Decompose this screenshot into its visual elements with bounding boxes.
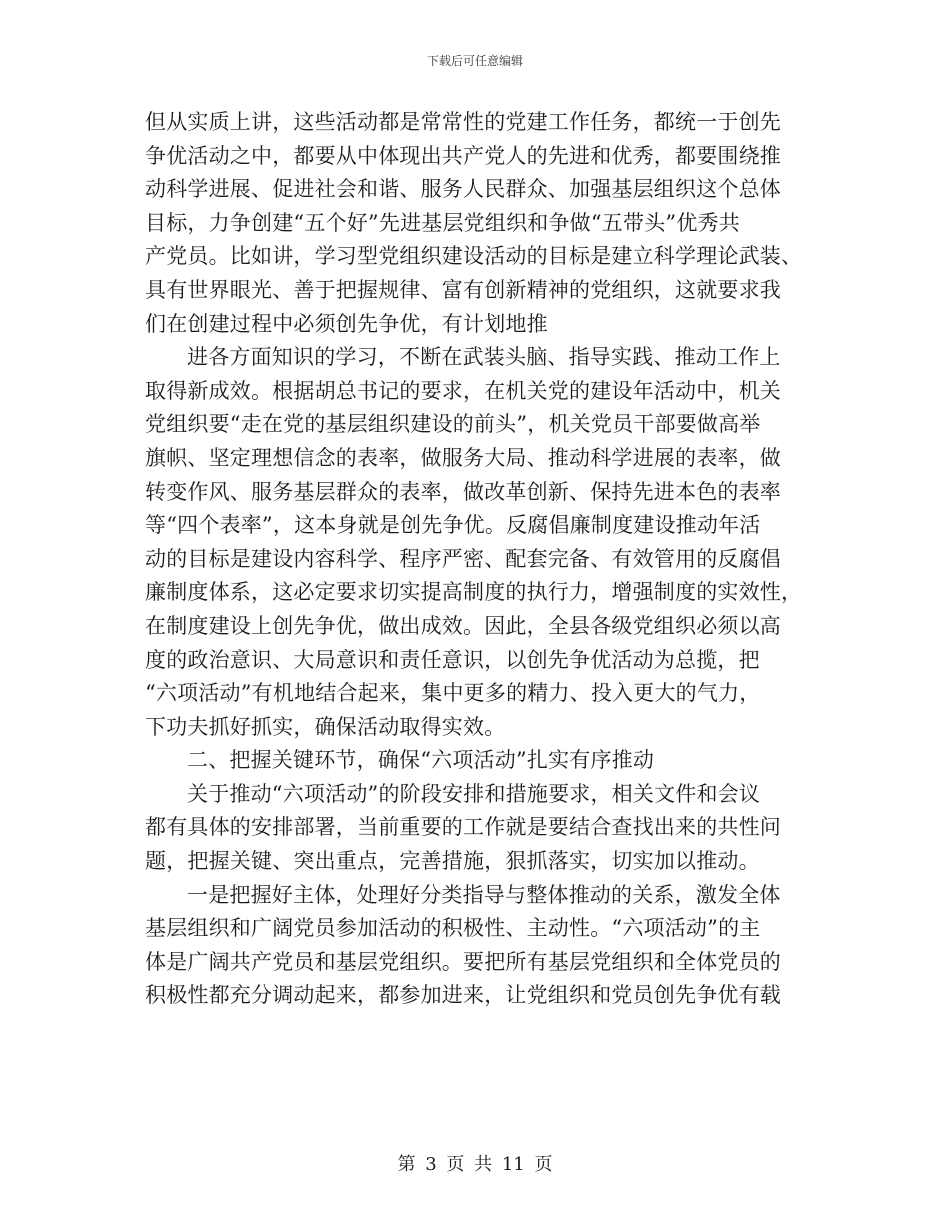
text-line: 产党员。比如讲，学习型党组织建设活动的目标是建立科学理论武装、 xyxy=(145,244,803,269)
text-line: 度的政治意识、大局意识和责任意识，以创先争优活动为总揽，把 xyxy=(145,647,760,672)
text-line: 都有具体的安排部署，当前重要的工作就是要结合查找出来的共性问 xyxy=(145,815,781,840)
page-footer: 第 3 页 共 11 页 xyxy=(397,1154,553,1175)
text-line: 一是把握好主体，处理好分类指导与整体推动的关系，激发全体 xyxy=(187,882,781,907)
text-line: 廉制度体系，这必定要求切实提高制度的执行力，增强制度的实效性， xyxy=(145,580,803,605)
text-line: 进各方面知识的学习，不断在武装头脑、指导实践、推动工作上 xyxy=(187,345,781,370)
text-line: 争优活动之中，都要从中体现出共产党人的先进和优秀，都要围绕推 xyxy=(145,143,781,168)
text-line: 取得新成效。根据胡总书记的要求，在机关党的建设年活动中，机关 xyxy=(145,378,781,403)
text-line: 下功夫抓好抓实，确保活动取得实效。 xyxy=(145,714,506,739)
text-line: 在制度建设上创先争优，做出成效。因此，全县各级党组织必须以高 xyxy=(145,613,781,638)
text-line: 党组织要“走在党的基层组织建设的前头”，机关党员干部要做高举 xyxy=(145,412,761,437)
text-line: 具有世界眼光、善于把握规律、富有创新精神的党组织，这就要求我 xyxy=(145,277,781,302)
text-line: 体是广阔共产党员和基层党组织。要把所有基层党组织和全体党员的 xyxy=(145,949,781,974)
text-line: 但从实质上讲，这些活动都是常常性的党建工作任务，都统一于创先 xyxy=(145,110,781,134)
text-line: 积极性都充分调动起来，都参加进来，让党组织和党员创先争优有载 xyxy=(145,983,781,1008)
text-line: 关于推动“六项活动”的阶段安排和措施要求，相关文件和会议 xyxy=(187,781,761,806)
text-line: 转变作风、服务基层群众的表率，做改革创新、保持先进本色的表率 xyxy=(145,479,781,504)
text-line: 等“四个表率”，这本身就是创先争优。反腐倡廉制度建设推动年活 xyxy=(145,513,761,538)
text-line: 旗帜、坚定理想信念的表率，做服务大局、推动科学进展的表率，做 xyxy=(145,445,781,470)
text-line: “六项活动”有机地结合起来，集中更多的精力、投入更大的气力， xyxy=(145,681,761,706)
text-line: 动的目标是建设内容科学、程序严密、配套完备、有效管用的反腐倡 xyxy=(145,546,781,571)
page-header: 下载后可任意编辑 xyxy=(426,54,523,68)
document-body xyxy=(145,106,815,1013)
text-line: 目标，力争创建“五个好”先进基层党组织和争做“五带头”优秀共 xyxy=(145,210,740,235)
text-line: 题，把握关键、突出重点，完善措施，狠抓落实，切实加以推动。 xyxy=(145,849,760,874)
text-line: 二、把握关键环节，确保“六项活动”扎实有序推动 xyxy=(187,748,655,773)
text-line: 基层组织和广阔党员参加活动的积极性、主动性。“六项活动”的主 xyxy=(145,916,761,941)
text-line: 动科学进展、促进社会和谐、服务人民群众、加强基层组织这个总体 xyxy=(145,177,781,202)
text-line: 们在创建过程中必须创先争优，有计划地推 xyxy=(145,311,548,336)
